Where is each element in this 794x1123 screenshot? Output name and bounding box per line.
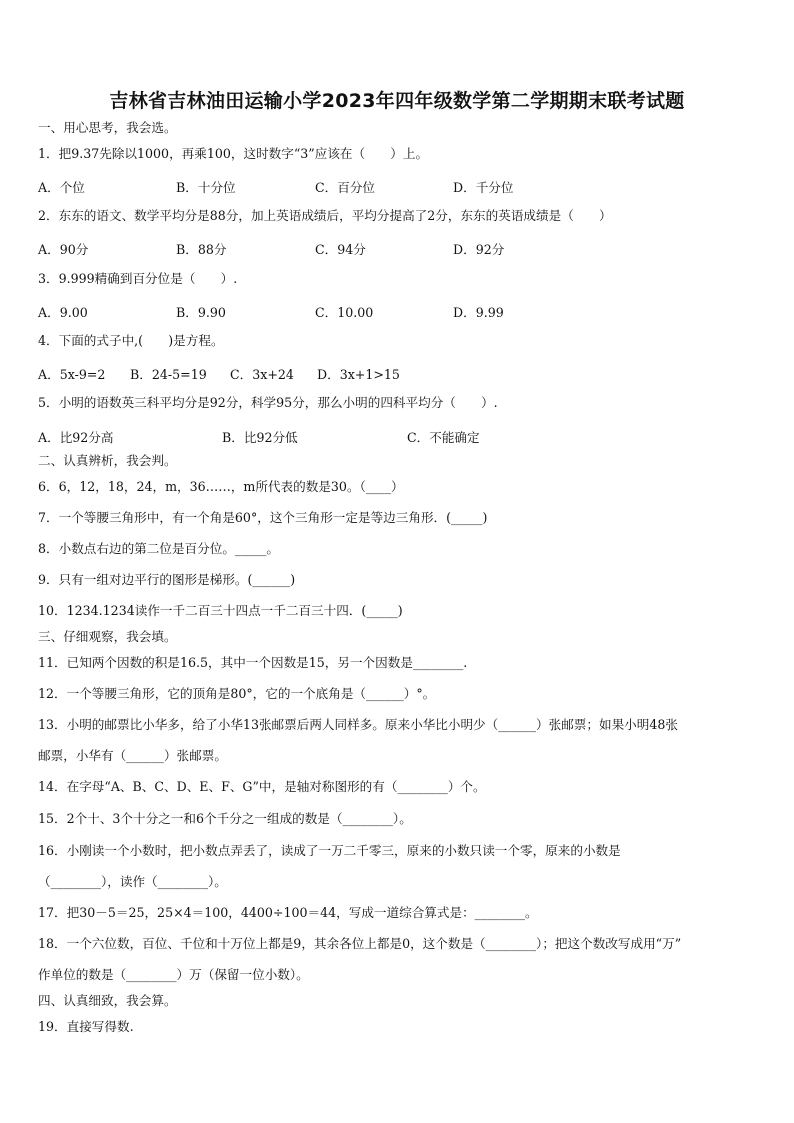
- option-c: C．3x+24: [230, 367, 294, 382]
- question-17: 17．把30－5＝25，25×4＝100，4400÷100＝44，写成一道综合算式是：________。: [38, 905, 538, 920]
- option-b: B．88分: [176, 242, 227, 257]
- section-3-heading: 三、仔细观察，我会填。: [38, 629, 177, 644]
- question-4-options: [38, 364, 758, 380]
- option-c: C．94分: [315, 242, 366, 257]
- option-d: D．9.99: [453, 305, 504, 320]
- option-d: D．3x+1>15: [317, 367, 400, 382]
- question-16-line-2: （________），读作（________）。: [38, 874, 227, 889]
- option-a: A．9.00: [38, 305, 88, 320]
- option-b: B．十分位: [176, 180, 236, 195]
- question-14: 14．在字母“A、B、C、D、E、F、G”中，是轴对称图形的有（________）个。: [38, 779, 486, 794]
- option-a: A．90分: [38, 242, 89, 257]
- question-5: 5．小明的语数英三科平均分是92分，科学95分，那么小明的四科平均分（ ）.: [38, 395, 498, 410]
- question-3-options: [38, 302, 758, 318]
- question-13-line-1: 13．小明的邮票比小华多，给了小华13张邮票后两人同样多。原来小华比小明少（______）张邮票；如果小明48张: [38, 717, 678, 732]
- section-1-heading: 一、用心思考，我会选。: [38, 120, 177, 135]
- option-b: B．比92分低: [222, 430, 298, 445]
- question-11: 11．已知两个因数的积是16.5，其中一个因数是15，另一个因数是________.: [38, 655, 468, 670]
- option-d: D．千分位: [453, 180, 514, 195]
- option-a: A．比92分高: [38, 430, 114, 445]
- question-2: 2．东东的语文、数学平均分是88分，加上英语成绩后，平均分提高了2分，东东的英语成绩是（ ）: [38, 208, 612, 223]
- option-c: C．百分位: [315, 180, 376, 195]
- option-c: C．不能确定: [407, 430, 480, 445]
- option-d: D．92分: [453, 242, 505, 257]
- exam-title: 吉林省吉林油田运输小学2023年四年级数学第二学期期末联考试题: [109, 90, 685, 112]
- question-19: 19．直接写得数.: [38, 1019, 134, 1034]
- question-2-options: [38, 239, 758, 255]
- question-15: 15．2个十、3个十分之一和6个千分之一组成的数是（________）。: [38, 811, 412, 826]
- question-5-options: [38, 427, 758, 443]
- question-12: 12．一个等腰三角形，它的顶角是80°，它的一个底角是（______）°。: [38, 686, 436, 701]
- question-13-line-2: 邮票，小华有（______）张邮票。: [38, 748, 227, 763]
- question-7: 7．一个等腰三角形中，有一个角是60°，这个三角形一定是等边三角形．(_____): [38, 510, 488, 525]
- option-c: C．10.00: [315, 305, 374, 320]
- question-6: 6．6，12，18，24，m，36……，m所代表的数是30。（____）: [38, 479, 404, 494]
- section-4-heading: 四、认真细致，我会算。: [38, 993, 177, 1008]
- question-16-line-1: 16．小刚读一个小数时，把小数点弄丢了，读成了一万二千零三，原来的小数只读一个零，原来的小数是: [38, 843, 621, 858]
- section-2-heading: 二、认真辨析，我会判。: [38, 453, 177, 468]
- question-8: 8．小数点右边的第二位是百分位。_____。: [38, 541, 279, 556]
- question-3: 3．9.999精确到百分位是（ ）.: [38, 271, 238, 286]
- question-10: 10．1234.1234读作一千二百三十四点一千二百三十四．(_____): [38, 603, 403, 618]
- option-b: B．24-5=19: [130, 367, 207, 382]
- question-4: 4．下面的式子中,( )是方程。: [38, 333, 224, 348]
- option-a: A．5x-9=2: [38, 367, 106, 382]
- question-9: 9．只有一组对边平行的图形是梯形。(______): [38, 572, 296, 587]
- option-b: B．9.90: [176, 305, 226, 320]
- question-1: 1．把9.37先除以1000，再乘100，这时数字“3”应该在（ ）上。: [38, 146, 429, 161]
- question-18-line-1: 18．一个六位数，百位、千位和十万位上都是9，其余各位上都是0，这个数是（________）；把这个数改写成用“万”: [38, 936, 682, 951]
- option-a: A．个位: [38, 180, 85, 195]
- question-18-line-2: 作单位的数是（________）万（保留一位小数）。: [38, 967, 309, 982]
- question-1-options: [38, 177, 758, 193]
